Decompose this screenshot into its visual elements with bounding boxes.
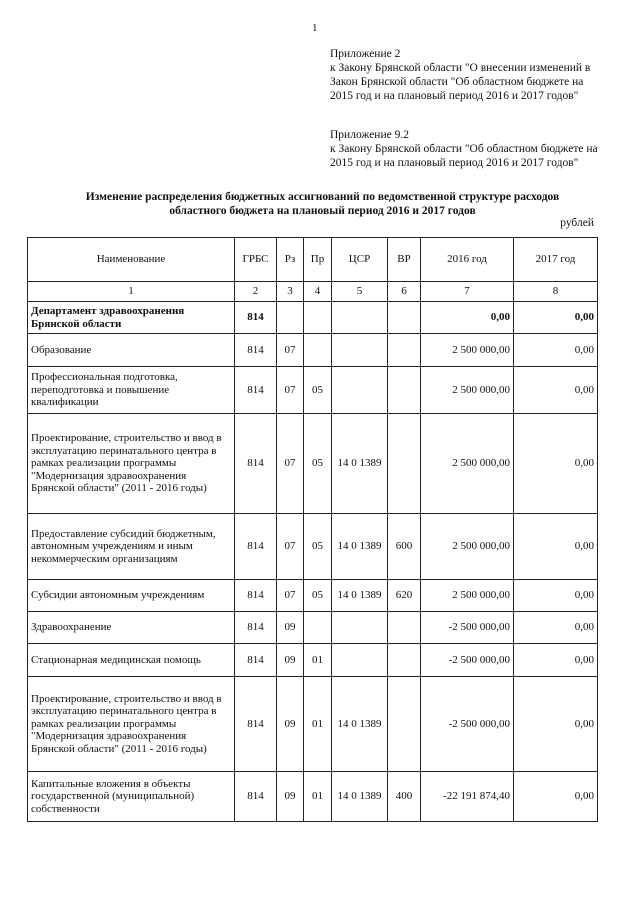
row-2017: 0,00 [514, 367, 598, 414]
row-pr: 05 [304, 414, 332, 514]
header-grbs: ГРБС [235, 238, 277, 282]
appendix-2-line-2: к Закону Брянской области "О внесении изменений в [330, 62, 591, 74]
table-row [28, 772, 598, 822]
row-rz: 07 [277, 580, 304, 612]
row-csr: 14 0 1389 [332, 514, 388, 580]
row-2016: 0,00 [421, 302, 514, 334]
appendix-9-2-line-3: 2015 год и на плановый период 2016 и 2017 годов" [330, 157, 579, 169]
row-2017: 0,00 [514, 514, 598, 580]
index-cell: 2 [235, 282, 277, 302]
row-rz: 07 [277, 514, 304, 580]
appendix-9-2-line-2: к Закону Брянской области "Об областном бюджете на [330, 143, 598, 155]
index-cell: 6 [388, 282, 421, 302]
title-line-2: областного бюджета на плановый период 2016 и 2017 годов [169, 205, 476, 217]
row-2016: -22 191 874,40 [421, 772, 514, 822]
row-grbs: 814 [235, 612, 277, 644]
row-2017: 0,00 [514, 580, 598, 612]
row-rz: 07 [277, 334, 304, 367]
row-vr [388, 302, 421, 334]
row-2016: 2 500 000,00 [421, 580, 514, 612]
row-rz: 09 [277, 612, 304, 644]
header-2016: 2016 год [421, 238, 514, 282]
row-name: Стационарная медицинская помощь [28, 644, 235, 677]
index-cell: 8 [514, 282, 598, 302]
row-pr: 01 [304, 677, 332, 772]
row-grbs: 814 [235, 414, 277, 514]
index-cell: 4 [304, 282, 332, 302]
row-csr: 14 0 1389 [332, 580, 388, 612]
table-row [28, 644, 598, 677]
table-row [28, 334, 598, 367]
row-csr [332, 612, 388, 644]
row-name: Департамент здравоохранения Брянской области [28, 302, 235, 334]
appendix-2-line-4: 2015 год и на плановый период 2016 и 2017 годов" [330, 90, 579, 102]
row-vr: 600 [388, 514, 421, 580]
row-rz: 09 [277, 677, 304, 772]
row-name: Капитальные вложения в объекты государственной (муниципальной) собственности [28, 772, 235, 822]
row-csr [332, 334, 388, 367]
row-vr [388, 612, 421, 644]
row-2016: 2 500 000,00 [421, 367, 514, 414]
row-2016: 2 500 000,00 [421, 334, 514, 367]
row-rz: 09 [277, 772, 304, 822]
table-header-row [28, 238, 598, 282]
table-row [28, 677, 598, 772]
row-grbs: 814 [235, 580, 277, 612]
appendix-2-line-3: Закон Брянской области "Об областном бюджете на [330, 76, 584, 88]
header-vr: ВР [388, 238, 421, 282]
row-pr: 01 [304, 644, 332, 677]
row-name: Проектирование, строительство и ввод в эксплуатацию перинатального центра в рамках реализации программы "Модернизация здравоохранения Брянской области" (2011 - 2016 годы) [28, 677, 235, 772]
table-row [28, 580, 598, 612]
row-csr [332, 302, 388, 334]
row-csr: 14 0 1389 [332, 772, 388, 822]
row-rz: 07 [277, 414, 304, 514]
row-vr [388, 334, 421, 367]
table-row [28, 367, 598, 414]
row-vr: 620 [388, 580, 421, 612]
row-2017: 0,00 [514, 677, 598, 772]
currency-unit: рублей [560, 217, 594, 229]
row-grbs: 814 [235, 367, 277, 414]
appendix-9-2-line-1: Приложение 9.2 [330, 129, 409, 141]
row-pr: 05 [304, 580, 332, 612]
row-pr [304, 612, 332, 644]
index-cell: 3 [277, 282, 304, 302]
row-2016: 2 500 000,00 [421, 414, 514, 514]
row-name: Профессиональная подготовка, переподготовка и повышение квалификации [28, 367, 235, 414]
header-pr: Пр [304, 238, 332, 282]
row-grbs: 814 [235, 334, 277, 367]
row-csr [332, 644, 388, 677]
column-index-row [28, 282, 598, 302]
appendix-2-header [330, 47, 600, 103]
row-pr [304, 302, 332, 334]
page-number: 1 [312, 22, 318, 34]
row-vr: 400 [388, 772, 421, 822]
document-title [40, 190, 605, 218]
budget-table [27, 237, 598, 822]
index-cell: 5 [332, 282, 388, 302]
table-row [28, 414, 598, 514]
row-csr [332, 367, 388, 414]
header-2017: 2017 год [514, 238, 598, 282]
header-name: Наименование [28, 238, 235, 282]
row-vr [388, 677, 421, 772]
row-2017: 0,00 [514, 772, 598, 822]
row-vr [388, 644, 421, 677]
row-name: Здравоохранение [28, 612, 235, 644]
header-rz: Рз [277, 238, 304, 282]
row-name: Предоставление субсидий бюджетным, автономным учреждениям и иным некоммерческим организациям [28, 514, 235, 580]
row-2016: 2 500 000,00 [421, 514, 514, 580]
row-grbs: 814 [235, 677, 277, 772]
appendix-2-line-1: Приложение 2 [330, 48, 401, 60]
row-grbs: 814 [235, 514, 277, 580]
row-rz [277, 302, 304, 334]
row-csr: 14 0 1389 [332, 414, 388, 514]
row-grbs: 814 [235, 644, 277, 677]
row-name: Субсидии автономным учреждениям [28, 580, 235, 612]
row-vr [388, 367, 421, 414]
row-rz: 07 [277, 367, 304, 414]
row-rz: 09 [277, 644, 304, 677]
header-csr: ЦСР [332, 238, 388, 282]
row-2016: -2 500 000,00 [421, 612, 514, 644]
row-2017: 0,00 [514, 334, 598, 367]
row-pr: 05 [304, 367, 332, 414]
row-2016: -2 500 000,00 [421, 677, 514, 772]
table-row [28, 612, 598, 644]
row-name: Проектирование, строительство и ввод в эксплуатацию перинатального центра в рамках реализации программы "Модернизация здравоохранения Брянской области" (2011 - 2016 годы) [28, 414, 235, 514]
row-pr: 01 [304, 772, 332, 822]
index-cell: 1 [28, 282, 235, 302]
table-row [28, 302, 598, 334]
index-cell: 7 [421, 282, 514, 302]
row-2017: 0,00 [514, 302, 598, 334]
row-name: Образование [28, 334, 235, 367]
row-grbs: 814 [235, 772, 277, 822]
row-2016: -2 500 000,00 [421, 644, 514, 677]
row-2017: 0,00 [514, 644, 598, 677]
table-row [28, 514, 598, 580]
title-line-1: Изменение распределения бюджетных ассигнований по ведомственной структуре расходов [85, 191, 560, 203]
row-pr [304, 334, 332, 367]
row-2017: 0,00 [514, 414, 598, 514]
row-grbs: 814 [235, 302, 277, 334]
row-vr [388, 414, 421, 514]
row-pr: 05 [304, 514, 332, 580]
row-2017: 0,00 [514, 612, 598, 644]
appendix-9-2-header [330, 128, 600, 170]
row-csr: 14 0 1389 [332, 677, 388, 772]
